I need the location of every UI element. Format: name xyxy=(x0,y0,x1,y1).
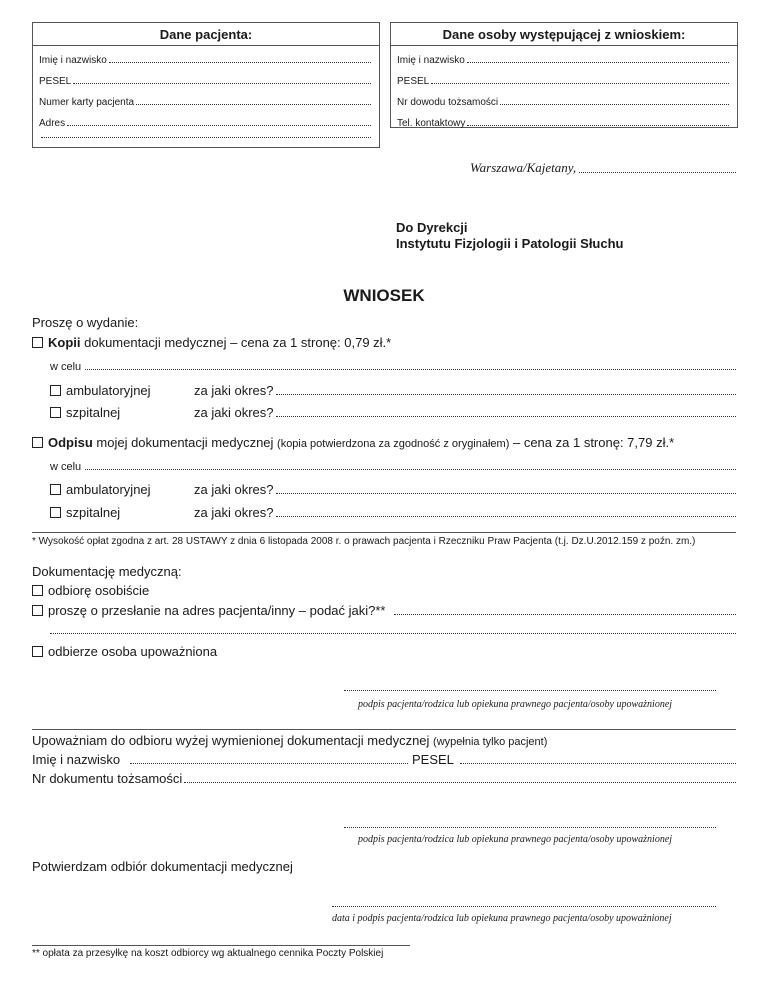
applicant-data-box xyxy=(390,22,738,128)
signature1-line[interactable] xyxy=(344,690,716,691)
applicant-box-header: Dane osoby występującej z wnioskiem: xyxy=(391,23,737,46)
applicant-name-field[interactable]: Imię i nazwisko xyxy=(397,52,729,66)
authorization-id-field[interactable]: Nr dokumentu tożsamości xyxy=(32,771,736,786)
signature2-line[interactable] xyxy=(344,827,716,828)
signature2-caption: podpis pacjenta/rodzica lub opiekuna prawnego pacjenta/osoby upoważnionej xyxy=(358,834,673,845)
divider xyxy=(32,532,736,533)
footnote-divider xyxy=(32,945,410,946)
authorization-pesel-field[interactable]: PESEL xyxy=(412,752,736,767)
patient-pesel-field[interactable]: PESEL xyxy=(39,73,371,87)
extract-option[interactable]: Odpisu mojej dokumentacji medycznej (kopia potwierdzona za zgodność z oryginałem) – cena za 1 stronę: 7,79 zł.* xyxy=(32,435,674,450)
delivery-mail-checkbox[interactable] xyxy=(32,605,43,616)
extract-hospital-option[interactable]: szpitalnej xyxy=(50,505,120,520)
extract-ambulatory-option[interactable]: ambulatoryjnej xyxy=(50,482,151,497)
footnote-fees: * Wysokość opłat zgodna z art. 28 USTAWY z dnia 6 listopada 2008 r. o prawach pacjenta i Rzeczniku Praw Pacjenta (t.j. Dz.U.2012.159 z poźn. zm.) xyxy=(32,536,696,547)
copy-hospital-checkbox[interactable] xyxy=(50,407,61,418)
patient-data-box xyxy=(32,22,380,148)
copy-ambulatory-period-field[interactable]: za jaki okres? xyxy=(194,383,736,398)
signature3-line[interactable] xyxy=(332,906,716,907)
request-intro: Proszę o wydanie: xyxy=(32,315,139,330)
copy-purpose-field[interactable]: w celu xyxy=(50,361,736,373)
place-date-field[interactable]: Warszawa/Kajetany, xyxy=(470,160,736,176)
delivery-authorized-checkbox[interactable] xyxy=(32,646,43,657)
page-title: WNIOSEK xyxy=(343,286,425,305)
applicant-id-field[interactable]: Nr dowodu tożsamości xyxy=(397,94,729,108)
extract-ambulatory-period-field[interactable]: za jaki okres? xyxy=(194,482,736,497)
extract-checkbox[interactable] xyxy=(32,437,43,448)
copy-ambulatory-option[interactable]: ambulatoryjnej xyxy=(50,383,151,398)
addressee xyxy=(396,220,624,252)
patient-card-field[interactable]: Numer karty pacjenta xyxy=(39,94,371,108)
delivery-option-authorized[interactable]: odbierze osoba upoważniona xyxy=(32,644,217,659)
applicant-phone-field[interactable]: Tel. kontaktowy xyxy=(397,115,729,129)
signature3-caption: data i podpis pacjenta/rodzica lub opiekuna prawnego pacjenta/osoby upoważnionej xyxy=(332,913,672,924)
authorization-name-field[interactable]: Imię i nazwisko xyxy=(32,752,408,767)
copy-ambulatory-checkbox[interactable] xyxy=(50,385,61,396)
delivery-address-line[interactable] xyxy=(50,633,736,634)
copy-hospital-option[interactable]: szpitalnej xyxy=(50,405,120,420)
authorization-text: Upoważniam do odbioru wyżej wymienionej dokumentacji medycznej (wypełnia tylko pacjent) xyxy=(32,733,548,748)
copy-checkbox[interactable] xyxy=(32,337,43,348)
patient-address-extra-line[interactable] xyxy=(41,137,371,138)
extract-purpose-field[interactable]: w celu xyxy=(50,461,736,473)
extract-hospital-period-field[interactable]: za jaki okres? xyxy=(194,505,736,520)
patient-address-field[interactable]: Adres xyxy=(39,115,371,129)
delivery-personal-checkbox[interactable] xyxy=(32,585,43,596)
extract-ambulatory-checkbox[interactable] xyxy=(50,484,61,495)
addressee-line2: Instytutu Fizjologii i Patologii Słuchu xyxy=(396,236,624,251)
patient-name-field[interactable]: Imię i nazwisko xyxy=(39,52,371,66)
extract-hospital-checkbox[interactable] xyxy=(50,507,61,518)
applicant-pesel-field[interactable]: PESEL xyxy=(397,73,729,87)
patient-box-header: Dane pacjenta: xyxy=(33,23,379,46)
divider xyxy=(32,729,736,730)
signature1-caption: podpis pacjenta/rodzica lub opiekuna prawnego pacjenta/osoby upoważnionej xyxy=(358,699,673,710)
confirmation-text: Potwierdzam odbiór dokumentacji medycznej xyxy=(32,859,293,874)
delivery-heading: Dokumentację medyczną: xyxy=(32,564,182,579)
addressee-line1: Do Dyrekcji xyxy=(396,220,468,235)
delivery-option-mail[interactable]: proszę o przesłanie na adres pacjenta/inny – podać jaki?** xyxy=(32,603,736,618)
copy-option[interactable]: Kopii dokumentacji medycznej – cena za 1 stronę: 0,79 zł.* xyxy=(32,335,391,350)
delivery-option-personal[interactable]: odbiorę osobiście xyxy=(32,583,149,598)
footnote-postage: ** opłata za przesyłkę na koszt odbiorcy wg aktualnego cennika Poczty Polskiej xyxy=(32,948,384,959)
copy-hospital-period-field[interactable]: za jaki okres? xyxy=(194,405,736,420)
